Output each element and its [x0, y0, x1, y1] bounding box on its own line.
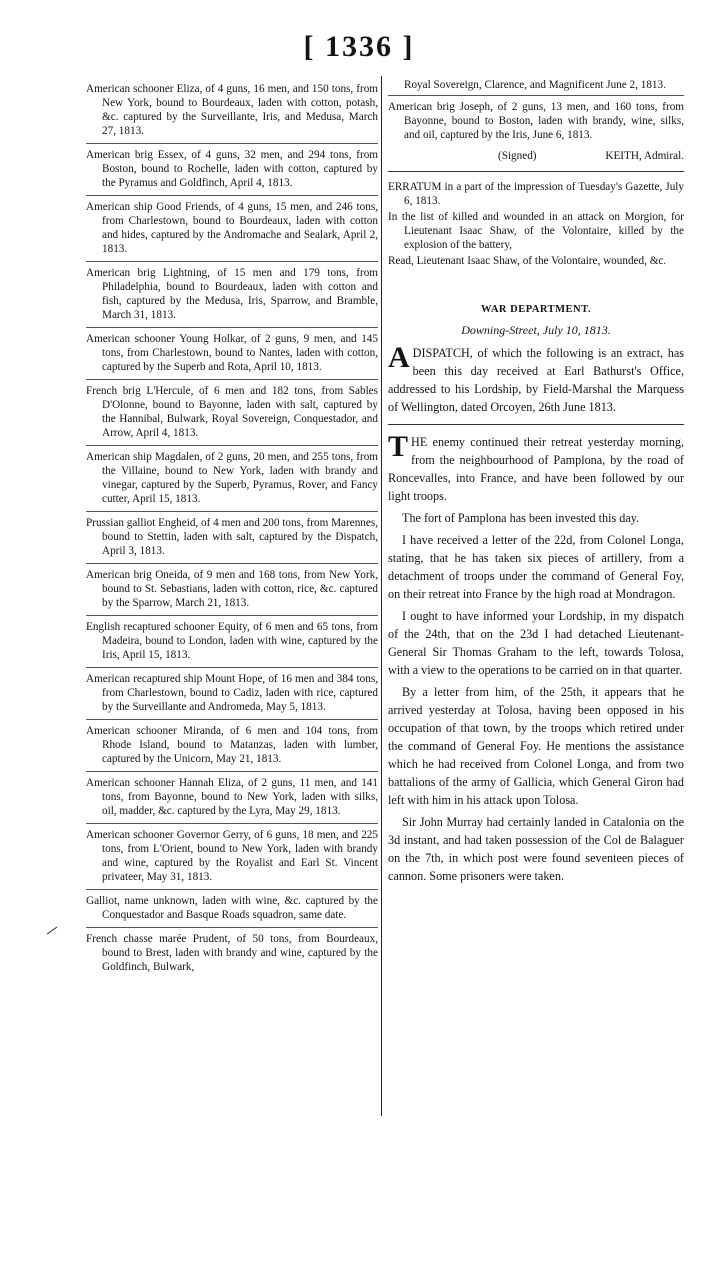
dispatch-paragraph	[388, 430, 684, 505]
capture-entry: American recaptured ship Mount Hope, of 16 men and 384 tons, from Charlestown, bound to Cadiz, laden with rice, captured by the Surveillante and Andromeda, May 5, 1813.	[86, 673, 378, 713]
capture-entry: American schooner Governor Gerry, of 6 guns, 18 men, and 225 tons, from L'Orient, bound to New York, laden with brandy and wine, captured by the Royalist and Earl St. Vincent privateer, May 31, 1813.	[86, 829, 378, 883]
page-number: [ 1336 ]	[303, 30, 415, 63]
dateline: Downing-Street, July 10, 1813.	[461, 323, 611, 337]
signature-line	[388, 149, 684, 163]
section-rule	[388, 424, 684, 425]
capture-entry: American brig Oneida, of 9 men and 168 tons, from New York, bound to St. Sebastians, laden with cotton, rice, &c. captured by the Sparrow, March 21, 1813.	[86, 569, 378, 609]
capture-entry: French brig L'Hercule, of 6 men and 182 tons, from Sables D'Olonne, bound to Bayonne, laden with salt, captured by the Hannibal, Bulwark, Royal Sovereign, Conquestador, and Arrow, April 4, 1813.	[86, 385, 378, 439]
margin-mark	[47, 927, 57, 935]
capture-entry: American ship Good Friends, of 4 guns, 15 men, and 246 tons, from Charlestown, bound to Bourdeaux, laden with cotton and hides, captured by the Andromache and Sealark, April 2, 1813.	[86, 201, 378, 255]
capture-entry: American schooner Young Holkar, of 2 guns, 9 men, and 145 tons, from Charlestown, bound to Nantes, laden with cotton, captured by the Superb and Rota, April 10, 1813.	[86, 333, 378, 373]
capture-entry: Galliot, name unknown, laden with wine, &c. captured by the Conquestador and Basque Roads squadron, same date.	[86, 895, 378, 921]
capture-entry: American schooner Miranda, of 6 men and 104 tons, from Rhode Island, bound to Matanzas, laden with lumber, captured by the Unicorn, May 21, 1813.	[86, 725, 378, 765]
dispatch-paragraph: I ought to have informed your Lordship, in my dispatch of the 24th, that on the 23d I had detached Lieutenant-General Sir Thomas Graham to the left, towards Tolosa, with a view to the operations to be carried on in that quarter.	[388, 609, 684, 677]
capture-entry: American schooner Hannah Eliza, of 2 guns, 11 men, and 141 tons, from Bayonne, bound to New York, laden with silks, oil, madder, &c. captured by the Lyra, May 29, 1813.	[86, 777, 378, 817]
signed-name: KEITH, Admiral.	[605, 150, 684, 162]
capture-entry: French chasse marée Prudent, of 50 tons, from Bourdeaux, bound to Brest, laden with brandy and wine, captured by the Goldfinch, Bulwark,	[86, 933, 378, 973]
erratum-correction: Read, Lieutenant Isaac Shaw, of the Volontaire, wounded, &c.	[388, 255, 667, 267]
dispatch-paragraph: I have received a letter of the 22d, from Colonel Longa, stating, that he has taken six pieces of artillery, from a detachment of troops under the command of General Foy, on their retreat into France by the high road at Mondragon.	[388, 533, 684, 601]
section-rule	[388, 171, 684, 172]
section-heading: WAR DEPARTMENT.	[481, 304, 591, 315]
left-column	[86, 78, 378, 979]
drop-cap: T	[388, 430, 409, 463]
dispatch-lead-text: DISPATCH, of which the following is an extract, has been this day received at Earl Bathurst's Office, addressed to his Lordship, by Field-Marshal the Marquess of Wellington, dated Orcoyen, 26th June 1813.	[388, 346, 684, 414]
signed-label: (Signed)	[498, 150, 537, 162]
capture-entry: American schooner Eliza, of 4 guns, 16 men, and 150 tons, from New York, bound to Bourdeaux, laden with cotton, potash, &c. captured by the Surveillante, Iris, and Medusa, March 27, 1813.	[86, 83, 378, 137]
capture-entry: American brig Lightning, of 15 men and 179 tons, from Philadelphia, bound to Bourdeaux, laden with cotton and fish, captured by the Medusa, Iris, Sparrow, and Bramble, March 31, 1813.	[86, 267, 378, 321]
capture-entry: American brig Joseph, of 2 guns, 13 men, and 160 tons, from Bayonne, bound to Boston, laden with brandy, wine, silks, and oil, captured by the Iris, June 6, 1813.	[388, 101, 684, 141]
dispatch-lead	[388, 341, 684, 416]
dispatch-paragraph-text: HE enemy continued their retreat yesterday morning, from the neighbourhood of Pamplona, by the road of Roncevalles, into France, and have been followed by our light troops.	[388, 435, 684, 503]
column-divider	[381, 76, 382, 1116]
capture-entry: English recaptured schooner Equity, of 6 men and 65 tons, from Madeira, bound to London, laden with wine, captured by the Iris, April 15, 1813.	[86, 621, 378, 661]
capture-entry: American ship Magdalen, of 2 guns, 20 men, and 255 tons, from the Villaine, bound to New York, laden with brandy and vinegar, captured by the Superb, Pyramus, Rover, and Fancy cutter, April 15, 1813.	[86, 451, 378, 505]
capture-entry: Prussian galliot Engheid, of 4 men and 200 tons, from Marennes, bound to Stettin, laden with salt, captured by the Dispatch, April 3, 1813.	[86, 517, 378, 557]
capture-entry-continuation: Royal Sovereign, Clarence, and Magnificent June 2, 1813.	[404, 79, 666, 91]
erratum-heading: ERRATUM in a part of the impression of Tuesday's Gazette, July 6, 1813.	[388, 181, 684, 207]
capture-entry: American brig Essex, of 4 guns, 32 men, and 294 tons, from Boston, bound to Rochelle, laden with cotton, captured by the Pyramus and Goldfinch, April 4, 1813.	[86, 149, 378, 189]
right-column	[388, 78, 684, 889]
erratum-text: In the list of killed and wounded in an attack on Morgion, for Lieutenant Isaac Shaw, of the Volontaire, killed by the explosion of the battery,	[388, 211, 684, 251]
dispatch-paragraph: By a letter from him, of the 25th, it appears that he arrived yesterday at Tolosa, having been opposed in his occupation of that town, by the troops which retired under the command of General Foy. He mentions the assistance which he had received from Colonel Longa, and from two battalions of the army of Gallicia, which General Giron had left with him in his attack upon Tolosa.	[388, 685, 684, 807]
dispatch-paragraph: Sir John Murray had certainly landed in Catalonia on the 3d instant, and had taken possession of the Col de Balaguer on the 7th, in which post were found seventeen pieces of cannon. Some prisoners were taken.	[388, 815, 684, 883]
drop-cap: A	[388, 341, 410, 374]
dispatch-paragraph: The fort of Pamplona has been invested this day.	[402, 511, 640, 525]
